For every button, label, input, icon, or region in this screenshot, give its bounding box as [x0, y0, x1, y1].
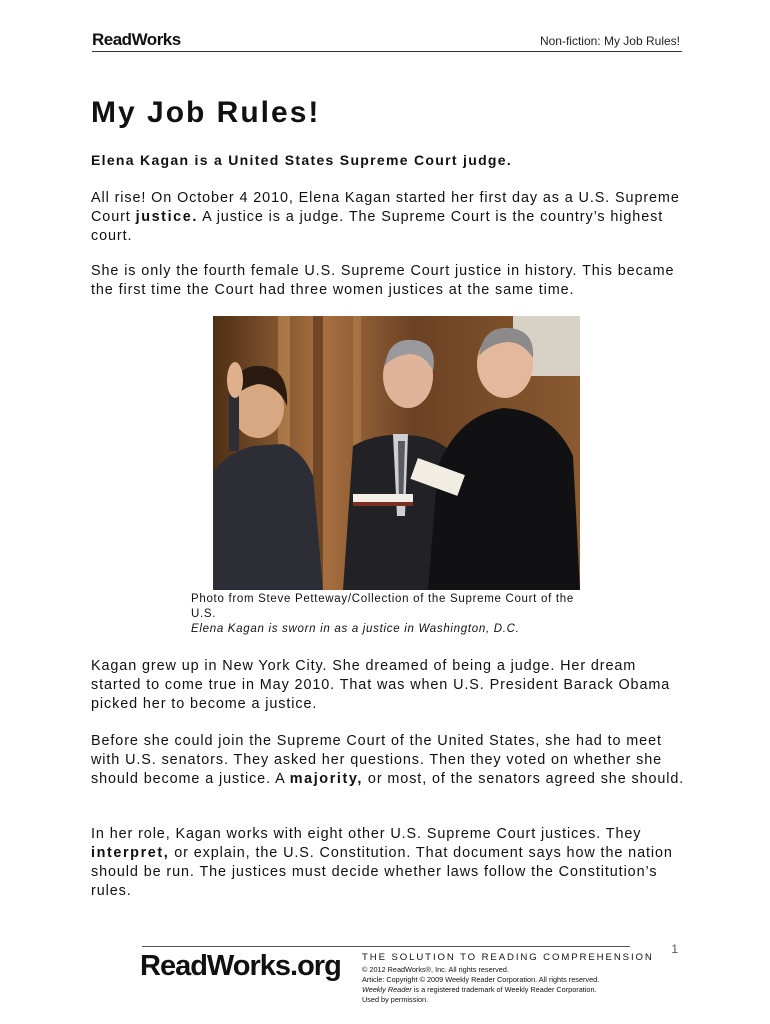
footer-tagline: THE SOLUTION TO READING COMPREHENSION: [362, 952, 654, 963]
paragraph-2: She is only the fourth female U.S. Supreme Court justice in history. This became the first time the Court had three women justices at the same time.: [91, 263, 675, 298]
paragraph-4: Before she could join the Supreme Court of the United States, she had to meet with U.S. senators. They asked her questions. Then they voted on whether she should become a justice. A majority, or most, of the senators agreed she should.: [91, 733, 685, 787]
header-divider: [92, 51, 682, 52]
photo-description: Elena Kagan is sworn in as a justice in Washington, D.C.: [191, 623, 520, 635]
article-subtitle: Elena Kagan is a United States Supreme Court judge.: [91, 152, 513, 168]
footer-copyright: [362, 965, 599, 1005]
permission-line: Used by permission.: [362, 995, 429, 1004]
paragraph-5: In her role, Kagan works with eight other U.S. Supreme Court justices. They interpret, or explain, the U.S. Constitution. That document says how the nation should be run. The justices must decide whether laws follow the Constitution’s rules.: [91, 826, 673, 899]
article-copyright-line: Article: Copyright © 2009 Weekly Reader Corporation. All rights reserved.: [362, 975, 600, 984]
paragraph-1: All rise! On October 4 2010, Elena Kagan started her first day as a U.S. Supreme Court justice. A justice is a judge. The Supreme Court is the country’s highest court.: [91, 190, 680, 244]
trademark-line: Weekly Reader is a registered trademark of Weekly Reader Corporation.: [362, 985, 597, 994]
photo-credit: Photo from Steve Petteway/Collection of the Supreme Court of the U.S.: [191, 593, 574, 620]
page-number: 1: [671, 942, 678, 956]
copyright-line: © 2012 ReadWorks®, Inc. All rights reserved.: [362, 965, 509, 974]
header-logo: ReadWorks: [92, 30, 181, 49]
header-doc-label: Non-fiction: My Job Rules!: [539, 34, 680, 48]
footer-divider: [142, 946, 630, 947]
paragraph-3: Kagan grew up in New York City. She dreamed of being a judge. Her dream started to come true in May 2010. That was when U.S. President Barack Obama picked her to become a justice.: [91, 658, 671, 712]
swearing-in-photo: [213, 316, 580, 590]
photo-caption: [191, 592, 591, 637]
article-title: My Job Rules!: [91, 96, 321, 129]
footer-logo: ReadWorks.org: [140, 950, 341, 982]
